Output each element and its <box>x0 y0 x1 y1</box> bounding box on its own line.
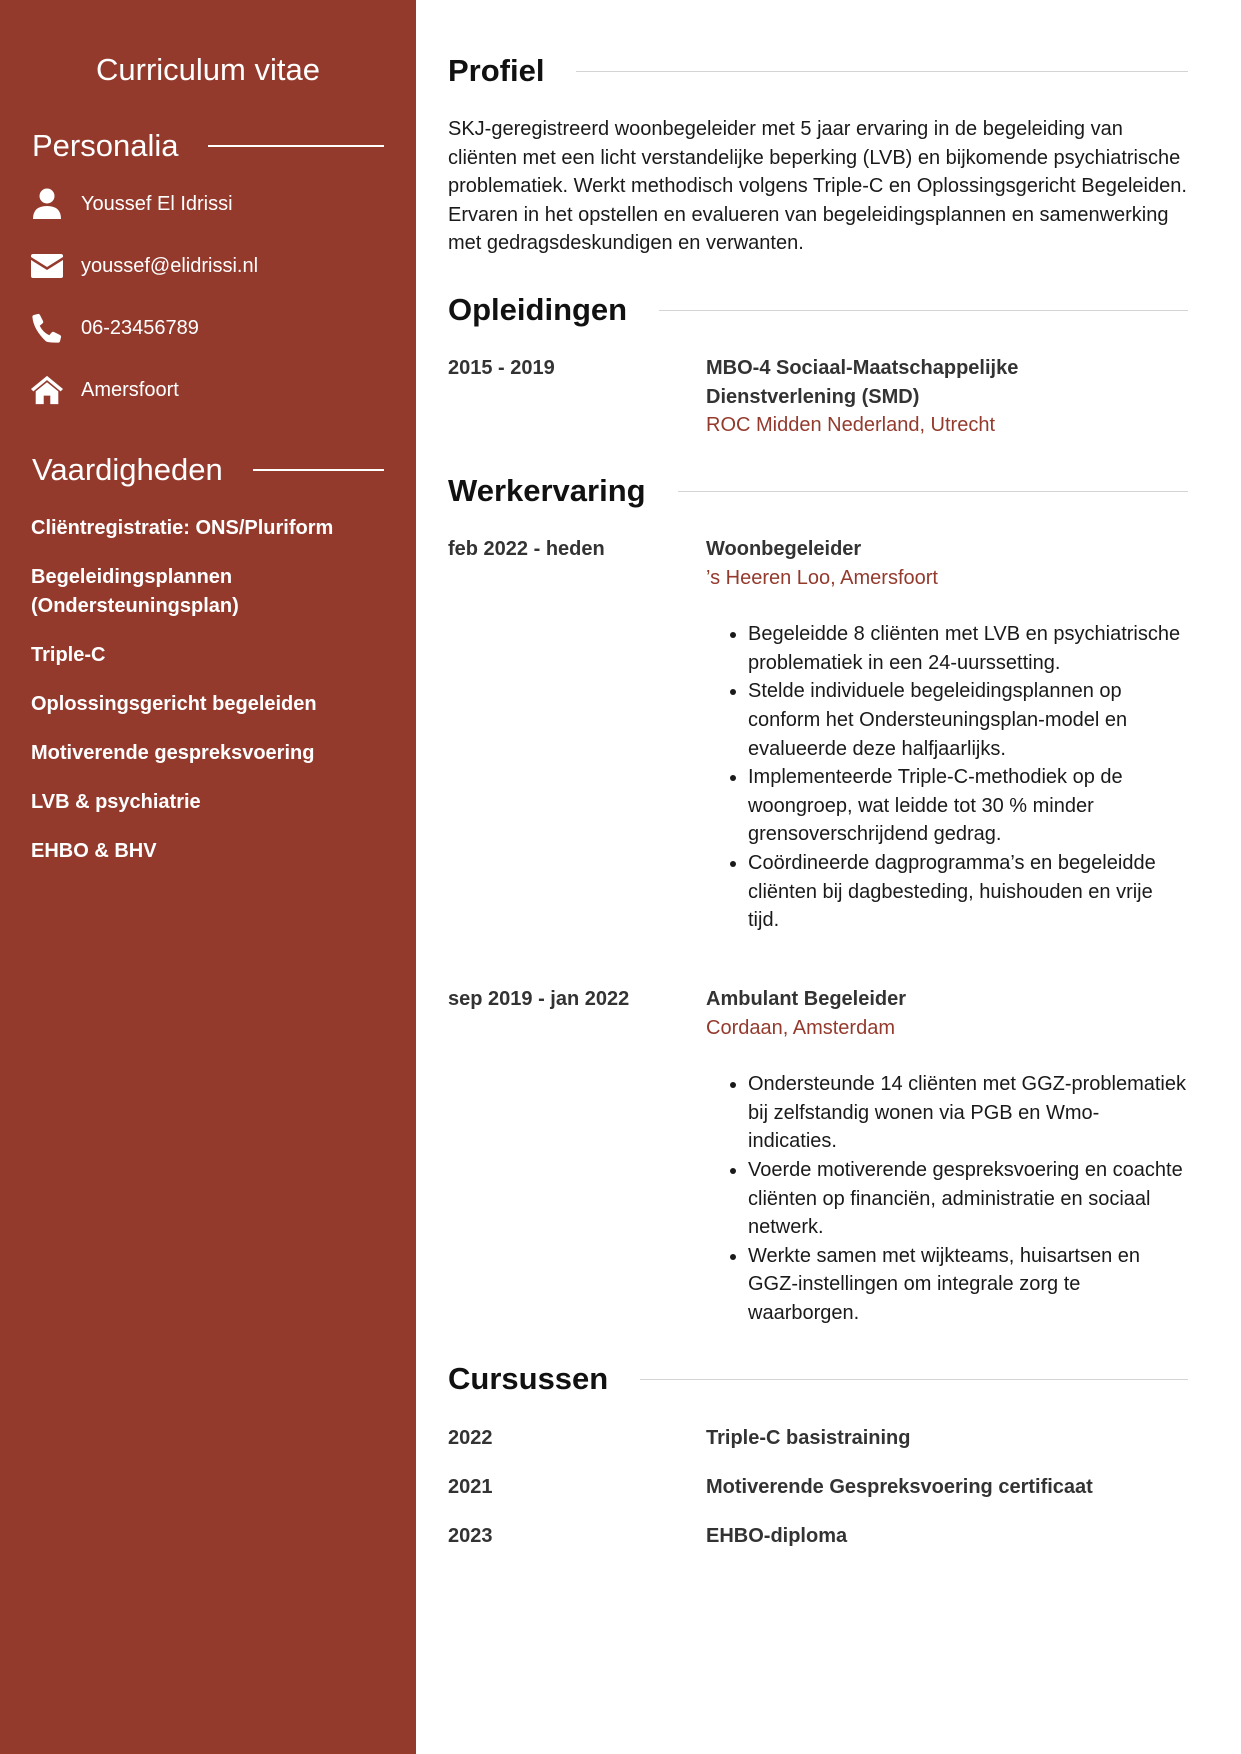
cv-title: Curriculum vitae <box>96 52 320 87</box>
entry-body <box>706 1522 1188 1551</box>
bullet-item: • Implementeerde Triple-C-methodiek op de woongroep, wat leidde tot 30 % minder grensoverschrijdend gedrag. <box>748 763 1188 849</box>
heading-divider <box>208 145 384 147</box>
education-heading-text: Opleidingen <box>448 292 628 327</box>
bullet-item: • Stelde individuele begeleidingsplannen op conform het Ondersteuningsplan-model en evalueerde deze halfjaarlijks. <box>748 677 1188 763</box>
entry-date: 2022 <box>448 1427 493 1449</box>
skills-list <box>31 514 381 886</box>
entry-title: Ambulant Begeleider <box>706 988 907 1010</box>
envelope-icon <box>31 250 63 282</box>
skill-item: Cliëntregistratie: ONS/Pluriform <box>31 517 334 539</box>
sidebar <box>0 0 416 1754</box>
skills-heading-text: Vaardigheden <box>32 452 223 487</box>
entry-body <box>706 1473 1188 1502</box>
education-heading <box>448 292 1188 328</box>
courses-heading-text: Cursussen <box>448 1361 609 1396</box>
entry-org: Cordaan, Amsterdam <box>706 1016 895 1039</box>
entry-title: Woonbegeleider <box>706 538 862 560</box>
profile-heading <box>448 53 1188 89</box>
entry-date: 2021 <box>448 1476 493 1498</box>
entry-date: feb 2022 - heden <box>448 538 605 560</box>
personalia-heading <box>32 128 384 164</box>
entry-date: 2023 <box>448 1525 493 1547</box>
user-icon <box>31 188 63 220</box>
contact-name-text: Youssef El Idrissi <box>81 192 233 215</box>
entry-body <box>706 354 1188 440</box>
entry-title: EHBO-diploma <box>706 1525 848 1547</box>
courses-heading <box>448 1361 1188 1397</box>
heading-divider <box>640 1379 1188 1380</box>
contact-location <box>31 374 179 406</box>
skill-item: LVB & psychiatrie <box>31 791 201 813</box>
home-icon <box>31 374 63 406</box>
bullet-item: • Coördineerde dagprogramma’s en begeleidde cliënten bij dagbesteding, huishouden en vrije tijd. <box>748 849 1188 935</box>
entry-body <box>706 535 1188 935</box>
entry-body <box>706 1424 1188 1453</box>
entry-org: ROC Midden Nederland, Utrecht <box>706 414 996 437</box>
contact-location-text: Amersfoort <box>81 378 179 401</box>
contact-email[interactable] <box>31 250 258 282</box>
phone-icon <box>31 312 63 344</box>
experience-heading <box>448 473 1188 509</box>
profile-heading-text: Profiel <box>448 53 545 88</box>
bullet-item: • Werkte samen met wijkteams, huisartsen en GGZ-instellingen om integrale zorg te waarborgen. <box>748 1242 1188 1328</box>
experience-heading-text: Werkervaring <box>448 473 646 508</box>
heading-divider <box>576 71 1188 72</box>
entry-title: MBO-4 Sociaal-Maatschappelijke Dienstverlening (SMD) <box>706 357 1019 408</box>
entry-date: 2015 - 2019 <box>448 357 555 379</box>
profile-text: SKJ-geregistreerd woonbegeleider met 5 jaar ervaring in de begeleiding van cliënten met een licht verstandelijke beperking (LVB) en bijkomende psychiatrische problematiek. Werkt methodisch volgens Triple-C en Oplossingsgericht Begeleiden. Ervaren in het opstellen en evalueren van begeleidingsplannen en samenwerking met gedragsdeskundigen en verwanten. <box>448 118 1187 255</box>
heading-divider <box>659 310 1188 311</box>
contact-email-text[interactable]: youssef@elidrissi.nl <box>81 254 259 277</box>
bullet-item: • Ondersteunde 14 cliënten met GGZ-problematiek bij zelfstandig wonen via PGB en Wmo-indicaties. <box>748 1070 1188 1156</box>
skill-item: Begeleidingsplannen (Ondersteuningsplan) <box>31 566 239 617</box>
entry-title: Motiverende Gespreksvoering certificaat <box>706 1476 1093 1498</box>
skill-item: EHBO & BHV <box>31 840 157 862</box>
entry-bullets <box>706 620 1188 935</box>
entry-title: Triple-C basistraining <box>706 1427 911 1449</box>
contact-phone-text[interactable]: 06-23456789 <box>81 316 199 339</box>
contact-phone[interactable] <box>31 312 199 344</box>
bullet-item: • Voerde motiverende gespreksvoering en coachte cliënten op financiën, administratie en sociaal netwerk. <box>748 1156 1188 1242</box>
entry-bullets <box>706 1070 1188 1327</box>
entry-org: ’s Heeren Loo, Amersfoort <box>706 566 938 589</box>
entry-body <box>706 985 1188 1328</box>
entry-date: sep 2019 - jan 2022 <box>448 988 630 1010</box>
skill-item: Triple-C <box>31 644 106 666</box>
skill-item: Oplossingsgericht begeleiden <box>31 693 317 715</box>
skill-item: Motiverende gespreksvoering <box>31 742 315 764</box>
heading-divider <box>253 469 384 471</box>
heading-divider <box>678 491 1188 492</box>
bullet-item: • Begeleidde 8 cliënten met LVB en psychiatrische problematiek in een 24-uurssetting. <box>748 620 1188 677</box>
skills-heading <box>32 452 384 488</box>
contact-name <box>31 188 233 220</box>
personalia-heading-text: Personalia <box>32 128 179 163</box>
